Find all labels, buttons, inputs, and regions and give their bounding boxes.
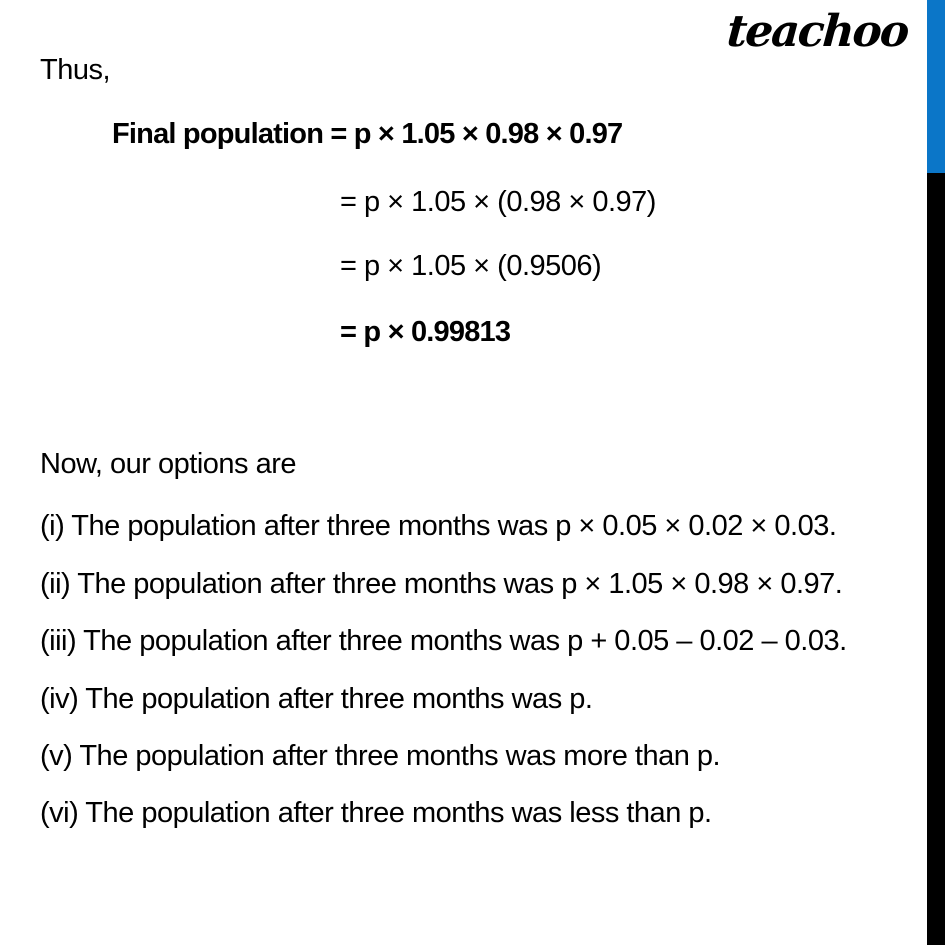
option-iii: (iii) The population after three months was p + 0.05 – 0.02 – 0.03. [40, 625, 847, 657]
option-ii: (ii) The population after three months was p × 1.05 × 0.98 × 0.97. [40, 568, 843, 600]
derivation-line-final-population: Final population = p × 1.05 × 0.98 × 0.97 [112, 118, 623, 150]
intro-text: Thus, [40, 54, 111, 86]
right-edge-blue-bar [927, 0, 945, 173]
option-v: (v) The population after three months was more than p. [40, 740, 721, 772]
derivation-line-result: = p × 0.99813 [340, 316, 511, 348]
options-heading: Now, our options are [40, 448, 296, 480]
option-iv: (iv) The population after three months was p. [40, 683, 593, 715]
derivation-line-step-1: = p × 1.05 × (0.98 × 0.97) [340, 186, 656, 218]
derivation-line-step-2: = p × 1.05 × (0.9506) [340, 250, 602, 282]
option-vi: (vi) The population after three months was less than p. [40, 797, 712, 829]
right-edge-black-bar [927, 173, 945, 945]
teachoo-logo: teachoo [724, 6, 909, 57]
option-i: (i) The population after three months was p × 0.05 × 0.02 × 0.03. [40, 510, 837, 542]
